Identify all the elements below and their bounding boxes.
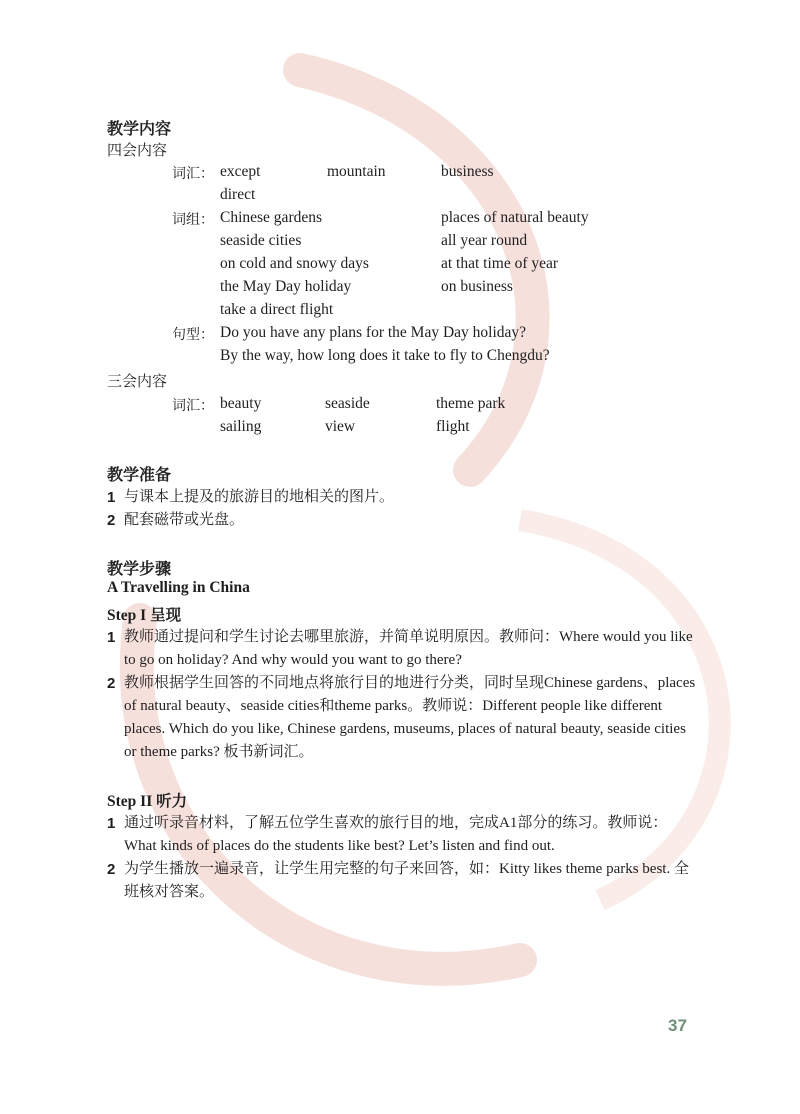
phrase: Chinese gardens [220,209,323,226]
item-text: 配套磁带或光盘。 [124,512,245,528]
list-item [107,812,697,858]
list-item [107,626,697,672]
phrase: take a direct flight [220,301,334,318]
vocab-word: except [220,163,261,180]
phrase: the May Day holiday [220,278,352,295]
sentence-pattern: By the way, how long does it take to fly to Chengdu? [220,347,550,364]
list-item [107,858,697,904]
section-title-steps: 教学步骤 [107,559,172,578]
list-item [107,672,697,764]
item-number: 2 [107,675,116,692]
vocab-word: direct [220,186,256,203]
phrase: all year round [441,232,528,249]
vocab-word: business [441,163,494,180]
item-text: 教师通过提问和学生讨论去哪里旅游，并简单说明原因。教师问：Where would you like to go on holiday? And why would you want to go there? [124,629,693,668]
vocab-word: flight [436,418,470,435]
vocab-word: mountain [327,163,386,180]
page-number: 37 [668,1016,687,1035]
vocab-label: 词汇： [172,398,214,414]
sentence-pattern: Do you have any plans for the May Day holiday? [220,324,527,341]
vocab-word: beauty [220,395,262,412]
item-text: 教师根据学生回答的不同地点将旅行目的地进行分类，同时呈现Chinese gardens、places of natural beauty、seaside cities和theme parks。教师说：Different people like different places. Which do you like, Chinese gardens, museums, places of natural beauty, seaside cities or theme parks? 板书新词汇。 [124,675,696,760]
sentence-label: 句型： [172,327,214,343]
item-text: 通过听录音材料，了解五位学生喜欢的旅行目的地，完成A1部分的练习。教师说：What kinds of places do the students like best? Let’s listen and find out. [124,815,668,854]
item-number: 2 [107,861,116,878]
section-a-heading: A Travelling in China [107,579,250,596]
vocab-word: view [325,418,356,435]
item-number: 1 [107,489,116,506]
vocab-word: theme park [436,395,506,412]
item-text: 为学生播放一遍录音，让学生用完整的句子来回答，如：Kitty likes theme parks best. 全班核对答案。 [124,861,689,900]
vocab-label: 词汇： [172,166,214,182]
step-2-heading: Step II 听力 [107,793,188,810]
item-number: 2 [107,512,116,529]
item-text: 与课本上提及的旅游目的地相关的图片。 [124,489,395,505]
section-title-preparation: 教学准备 [107,465,172,484]
subsection-title-four-skills: 四会内容 [107,141,168,159]
phrase: seaside cities [220,232,302,249]
list-item [107,486,697,509]
phrase-label: 词组： [172,212,214,228]
vocab-word: sailing [220,418,262,435]
section-title-teaching-content: 教学内容 [107,119,172,138]
step-1-heading: Step I 呈现 [107,607,182,624]
subsection-title-three-skills: 三会内容 [107,372,168,390]
phrase: on cold and snowy days [220,255,369,272]
item-number: 1 [107,815,116,832]
list-item [107,509,697,532]
phrase: at that time of year [441,255,559,272]
item-number: 1 [107,629,116,646]
phrase: places of natural beauty [441,209,589,226]
vocab-word: seaside [325,395,370,412]
phrase: on business [441,278,513,295]
